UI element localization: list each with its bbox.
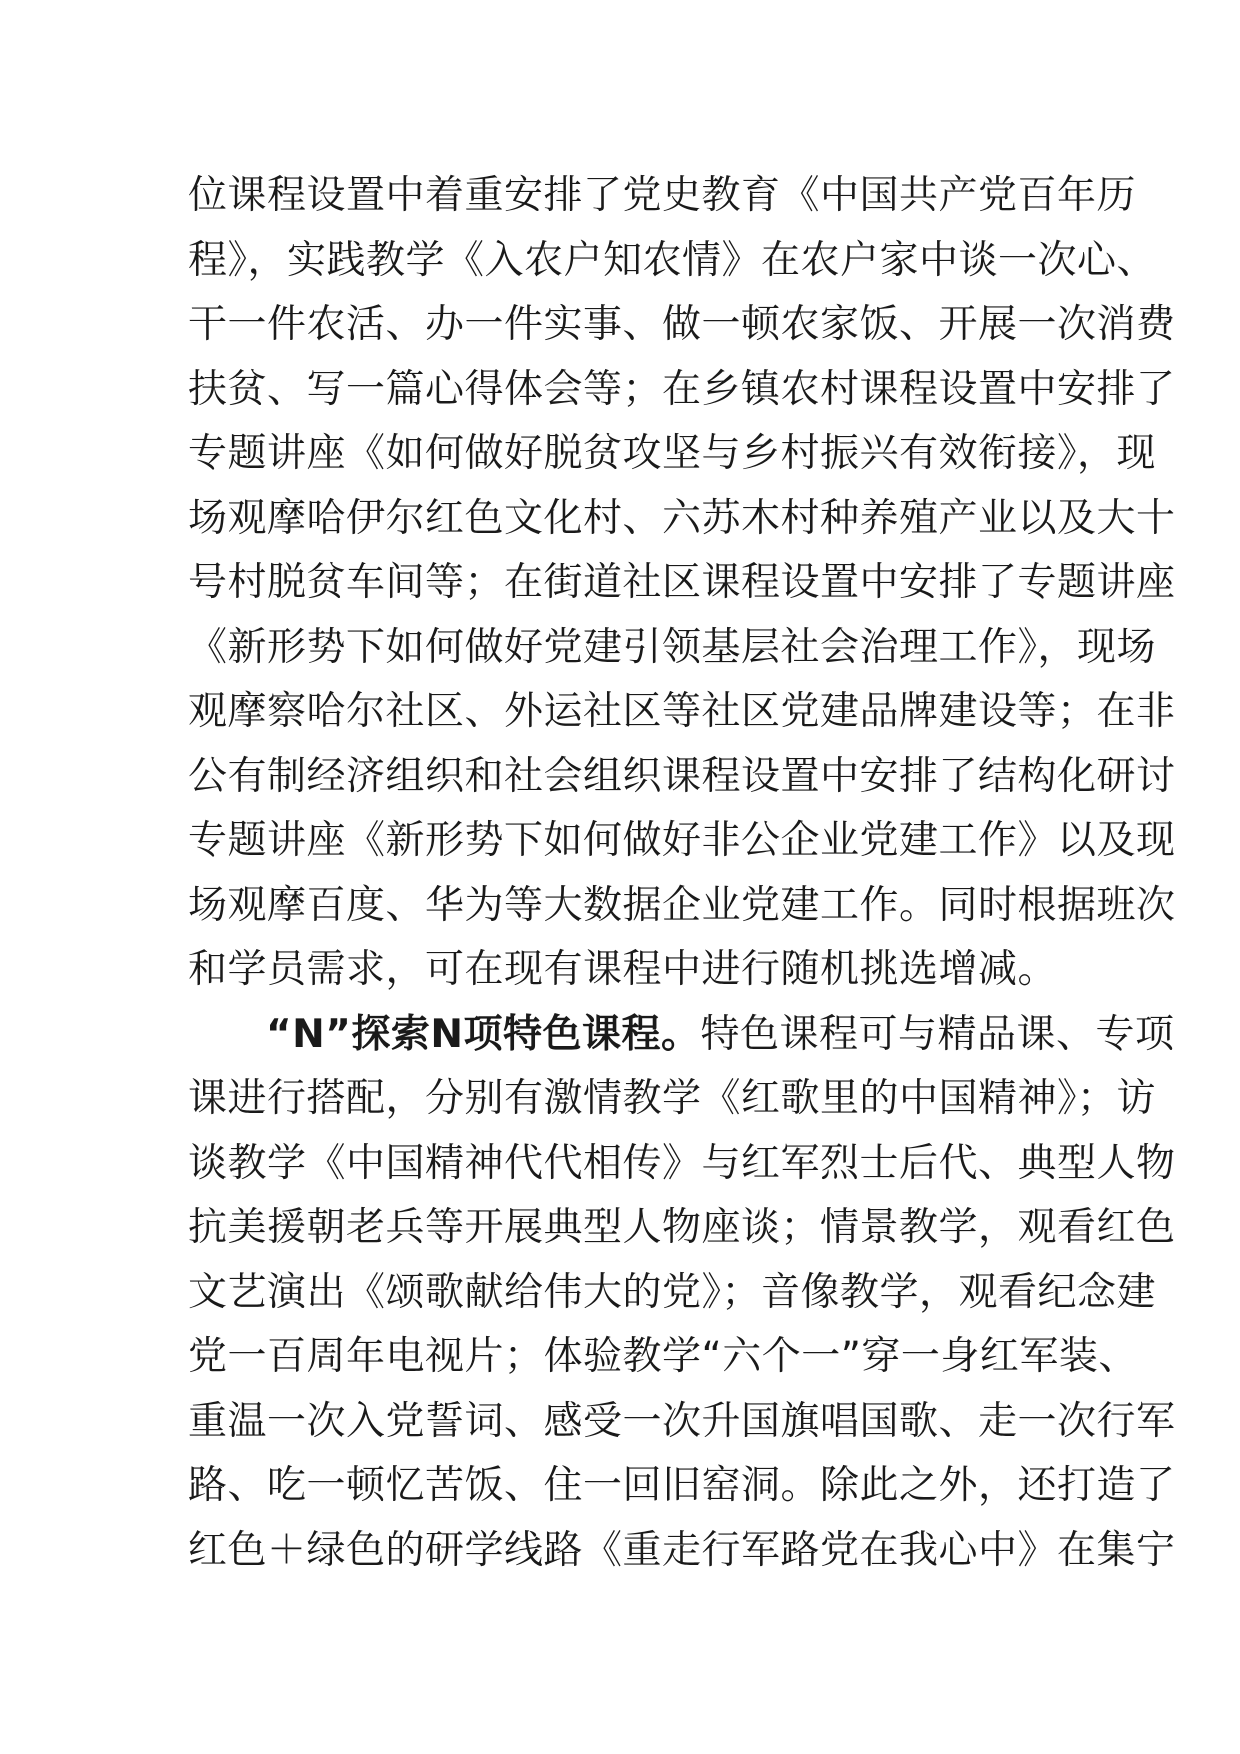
text-line: 文艺演出《颂歌献给伟大的党》；音像教学，观看纪念建 — [188, 1269, 1157, 1315]
paragraph-first-line — [188, 1003, 1175, 1068]
text-line: 干一件农活、办一件实事、做一顿农家饭、开展一次消费 — [188, 302, 1176, 347]
text-line: 号村脱贫车间等；在街道社区课程设置中安排了专题讲座 — [188, 560, 1176, 605]
text-line: 专题讲座《如何做好脱贫攻坚与乡村振兴有效衔接》，现 — [188, 431, 1157, 476]
text-line: 党一百周年电视片；体验教学“六个一”穿一身红军装、 — [188, 1334, 1138, 1379]
text-line: 专题讲座《新形势下如何做好非公企业党建工作》以及现 — [188, 818, 1176, 863]
paragraph-featured-courses — [188, 1003, 1176, 1584]
text-line: 《新形势下如何做好党建引领基层社会治理工作》，现场 — [188, 624, 1157, 670]
text-line: 观摩察哈尔社区、外运社区等社区党建品牌建设等；在非 — [188, 689, 1176, 734]
text-line: 公有制经济组织和社会组织课程设置中安排了结构化研讨 — [188, 753, 1176, 799]
paragraph-course-settings — [188, 164, 1176, 1003]
text-line: 路、吃一顿忆苦饭、住一回旧窑洞。除此之外，还打造了 — [188, 1463, 1176, 1508]
text-line: 课进行搭配，分别有激情教学《红歌里的中国精神》；访 — [188, 1076, 1157, 1121]
text-line: 程》，实践教学《入农户知农情》在农户家中谈一次心、 — [188, 237, 1157, 283]
section-heading: “N”探索N项特色课程。 — [266, 1011, 701, 1057]
text-line: 抗美援朝老兵等开展典型人物座谈；情景教学，观看红色 — [188, 1205, 1176, 1250]
text-line: 和学员需求，可在现有课程中进行随机挑选增减。 — [188, 947, 1058, 992]
text-line: 扶贫、写一篇心得体会等；在乡镇农村课程设置中安排了 — [188, 366, 1176, 412]
text-line: 位课程设置中着重安排了党史教育《中国共产党百年历 — [188, 173, 1137, 218]
text-line: 红色＋绿色的研学线路《重走行军路党在我心中》在集宁 — [188, 1527, 1176, 1573]
text-line: 谈教学《中国精神代代相传》与红军烈士后代、典型人物 — [188, 1140, 1176, 1186]
body-text — [188, 164, 1176, 1583]
text-line: 重温一次入党誓词、感受一次升国旗唱国歌、走一次行军 — [188, 1398, 1176, 1444]
text-line: 场观摩哈伊尔红色文化村、六苏木村种养殖产业以及大十 — [188, 495, 1176, 541]
heading-continuation: 特色课程可与精品课、专项 — [700, 1011, 1175, 1057]
text-line: 场观摩百度、华为等大数据企业党建工作。同时根据班次 — [188, 882, 1176, 928]
